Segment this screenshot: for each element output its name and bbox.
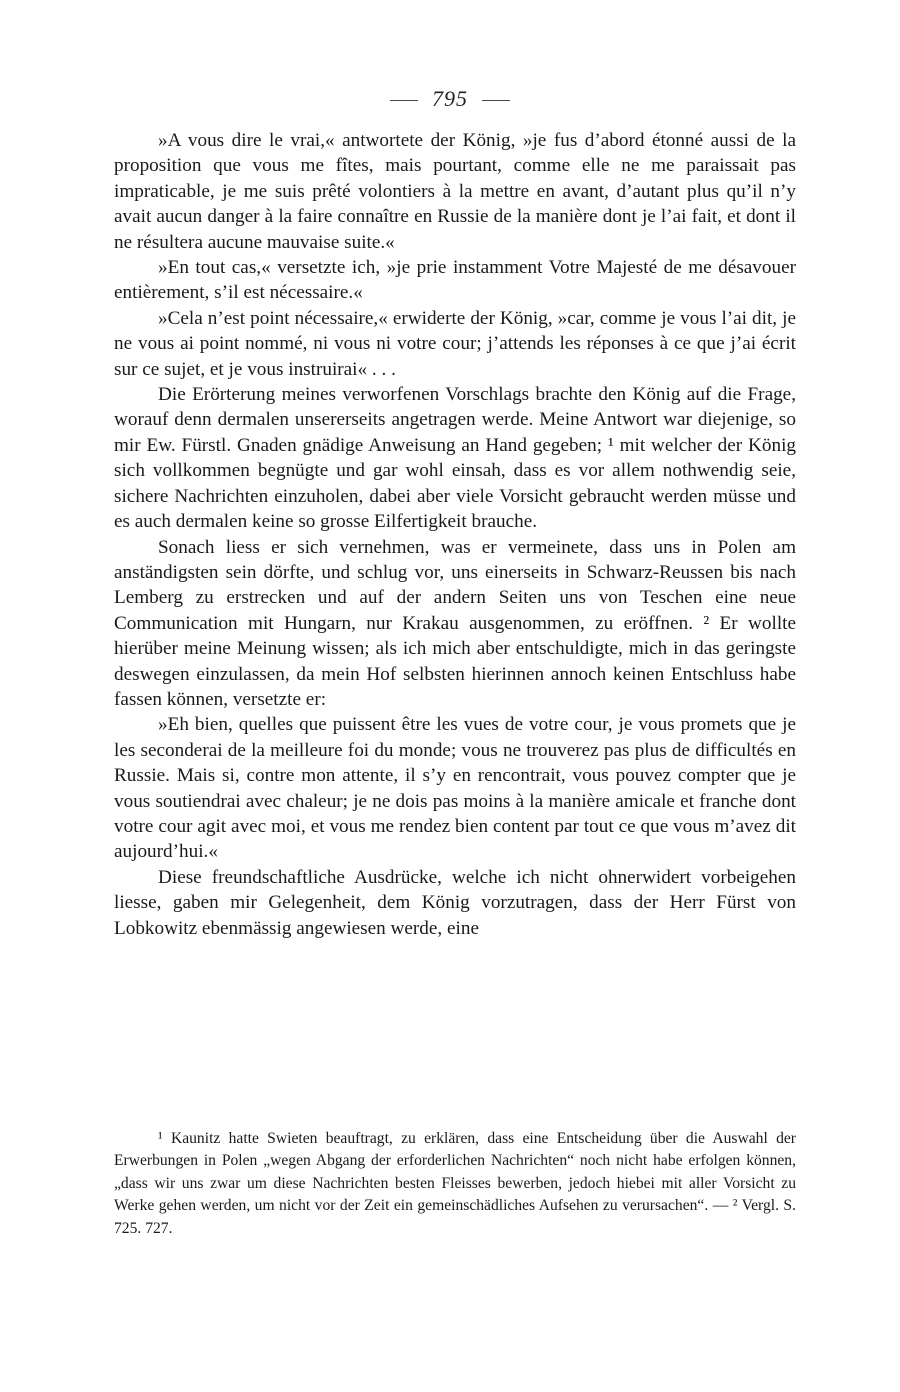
footnotes: [114, 1128, 796, 1240]
paragraph-6: »Eh bien, quelles que puissent être les vues de votre cour, je vous promets que je les seconderai de la meilleure foi du monde; vous ne trouverez pas plus de difficultés en Russie. Mais si, contre mon attente, il s’y en rencontrait, vous pouvez compter que je vous soutiendrai avec chaleur; je ne dois pas moins à la manière amicale et franche dont votre cour agit avec moi, et vous me rendez bien content par tout ce que vous m’avez dit aujourd’hui.«: [114, 714, 796, 863]
paragraph-7: Diese freundschaftliche Ausdrücke, welche ich nicht ohnerwidert vorbeigehen liesse, gaben mir Gelegenheit, dem König vorzutragen, dass der Herr Fürst von Lobkowitz ebenmässig angewiesen werde, eine: [114, 866, 796, 939]
paragraph-3: »Cela n’est point nécessaire,« erwiderte der König, »car, comme je vous l’ai dit, je ne vous ai point nommé, ni vous ni votre cour; j’attends les réponses à ce que j’ai écrit sur ce sujet, et je vous instruirai« . . .: [114, 307, 796, 380]
header-rule-left: [390, 100, 418, 101]
page-header: [0, 86, 900, 112]
paragraph-1: »A vous dire le vrai,« antwortete der König, »je fus d’abord étonné aussi de la proposition que vous me fîtes, mais pourtant, comme elle ne me paraissait pas impraticable, je me suis prêté volontiers à la mettre en avant, d’autant plus qu’il n’y avait aucun danger à la faire connaître en Russie de la manière dont je l’ai fait, et dont il ne résultera aucune mauvaise suite.«: [114, 130, 796, 253]
header-rule-right: [482, 100, 510, 101]
paragraph-5: Sonach liess er sich vernehmen, was er vermeinete, dass uns in Polen am anständigsten sein dörfte, und schlug vor, uns einerseits in Schwarz-Reussen bis nach Lemberg zu erstrecken und auf der andern Seiten uns von Teschen eine neue Communication mit Hungarn, nur Krakau ausgenommen, zu eröffnen. ² Er wollte hierüber meine Meinung wissen; als ich mich aber entschuldigte, mich in das geringste deswegen einzulassen, da mein Hof selbsten hierinnen annoch keinen Entschluss habe fassen können, versetzte er:: [114, 536, 796, 710]
footnote-text: ¹ Kaunitz hatte Swieten beauftragt, zu erklären, dass eine Entscheidung über die Auswahl der Erwerbungen in Polen „wegen Abgang der erforderlichen Nachrichten“ noch nicht habe erfolgen können, „dass wir uns zwar um diese Nachrichten besten Fleisses bewerben, jedoch hiebei mit aller Vorsicht zu Werke gehen werden, um nicht vor der Zeit ein gemeinschädliches Aufsehen zu verursachen“. — ² Vergl. S. 725. 727.: [114, 1130, 796, 1237]
paragraph-4: Die Erörterung meines verworfenen Vorschlags brachte den König auf die Frage, worauf denn dermalen unsererseits angetragen werde. Meine Antwort war diejenige, so mir Ew. Fürstl. Gnaden gnädige Anweisung an Hand gegeben; ¹ mit welcher der König sich vollkommen begnügte und gar wohl einsah, dass es vor allem nothwendig seie, sichere Nachrichten einzuholen, dabei aber viele Vorsicht gebraucht werden müsse und es auch dermalen keine so grosse Eilfertigkeit brauche.: [114, 384, 796, 533]
body-text: [114, 128, 796, 941]
page-number: 795: [432, 86, 468, 111]
paragraph-2: »En tout cas,« versetzte ich, »je prie instamment Votre Majesté de me désavouer entièrement, s’il est nécessaire.«: [114, 257, 796, 304]
